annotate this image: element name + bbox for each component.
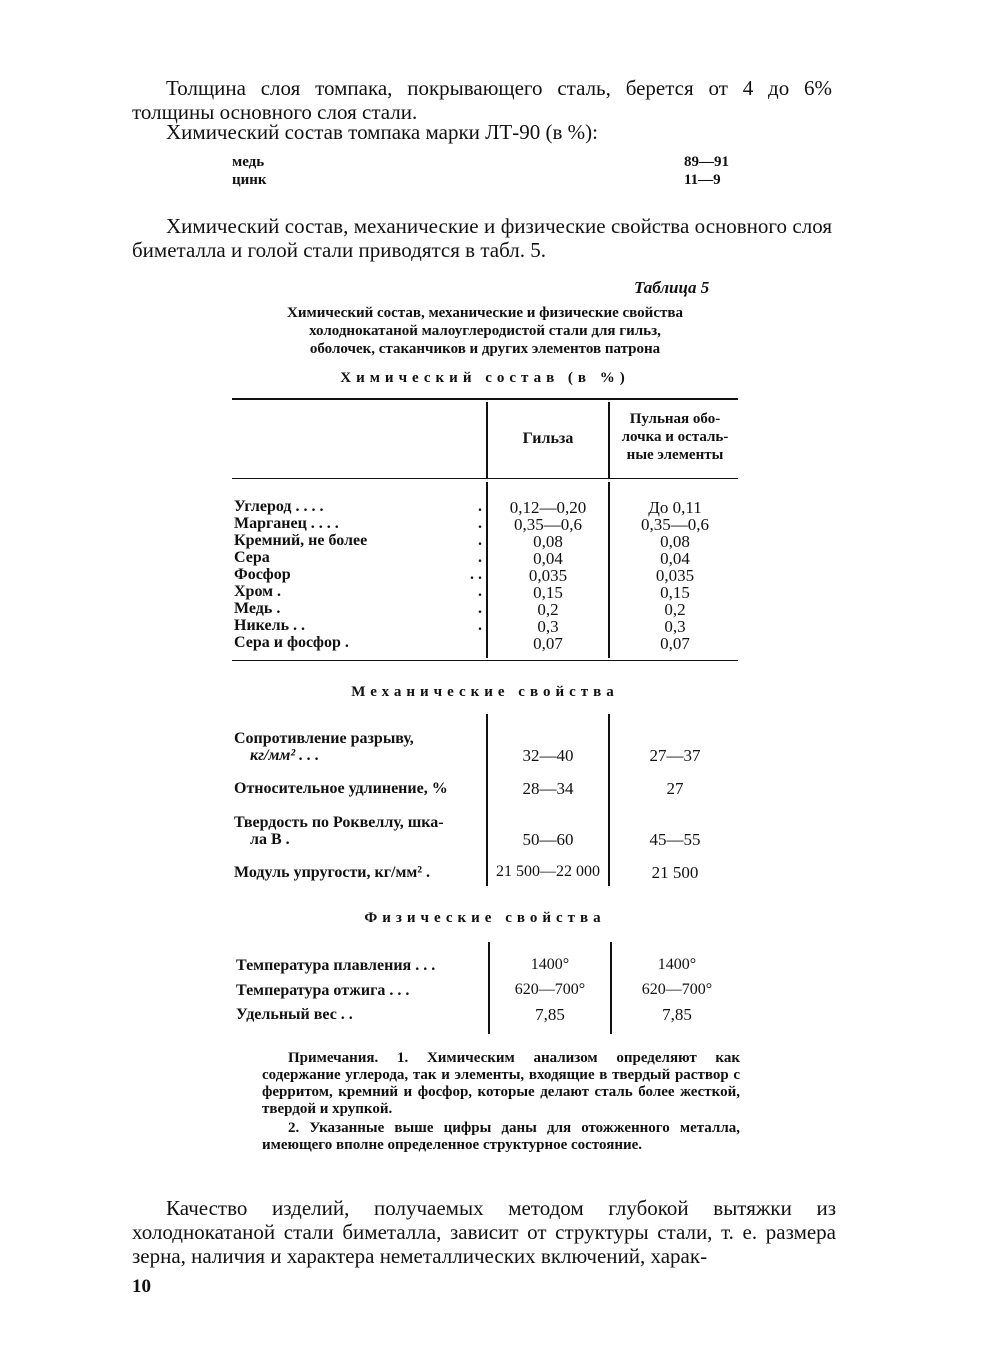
mech-label-hardness-2: ла B .: [250, 831, 290, 848]
chem-value-jacket: 0,35—0,6: [641, 515, 709, 534]
phys-value-shell: 620—700°: [514, 981, 586, 998]
phys-label-melting: Температура плавления . . .: [236, 957, 436, 974]
mech-label-tensile-1: Сопротивление разрыву,: [234, 730, 414, 747]
chem-value-shell: 0,35—0,6: [514, 515, 582, 534]
phys-label-density: Удельный вес . .: [236, 1006, 353, 1023]
phys-value-shell: 1400°: [530, 956, 570, 973]
chem-dots: .: [478, 583, 482, 600]
chem-label: Фосфор: [234, 566, 291, 583]
chem-value-jacket: 0,3: [664, 617, 686, 636]
mech-value-jacket: 27—37: [649, 746, 701, 765]
chem-dots: .: [478, 549, 482, 566]
composition-value-zinc: 11—9: [684, 172, 721, 188]
mech-value-jacket: 21 500: [651, 863, 699, 882]
table-top-rule: [232, 398, 738, 400]
phys-value-jacket: 7,85: [662, 1005, 692, 1024]
chem-value-jacket: 0,15: [660, 583, 690, 602]
chem-value-shell: 0,12—0,20: [509, 498, 587, 517]
mech-value-jacket: 45—55: [649, 830, 701, 849]
chem-label: Хром .: [234, 583, 282, 600]
mech-label-tensile-2: кг/мм² . . .: [250, 747, 320, 764]
chem-dots: . .: [470, 566, 482, 583]
chem-divider-2: [608, 482, 610, 658]
closing-paragraph: Качество изделий, получаемых методом глубокой вытяжки из холоднокатаной стали биметалла, зависит от структуры стали, т. е. размера зерна, наличия и характера неметаллических включений, харак-: [132, 1196, 836, 1268]
chem-label: Никель . .: [234, 617, 306, 634]
mech-value-shell: 28—34: [522, 779, 574, 798]
composition-name-copper: медь: [232, 154, 265, 170]
chem-value-jacket: До 0,11: [648, 498, 702, 517]
composition-value-copper: 89—91: [684, 154, 729, 170]
phys-label-annealing: Температура отжига . . .: [236, 982, 410, 999]
phys-divider-2: [610, 942, 612, 1034]
mech-value-shell: 32—40: [522, 746, 574, 765]
header-bottom-rule: [232, 478, 738, 479]
phys-section-title: Физические свойства: [364, 910, 606, 926]
table-note-1: Примечания. 1. Химическим анализом определяют как содержание углерода, так и элементы, входящие в твердый раствор с ферритом, кремний и фосфор, которые делают сталь более жесткой, твердой и хрупкой.: [262, 1050, 740, 1117]
chem-value-shell: 0,15: [533, 583, 563, 602]
chem-value-shell: 0,04: [533, 549, 563, 568]
chem-value-jacket: 0,035: [655, 566, 695, 585]
column-header-bullet-jacket: Пульная обо- лочка и осталь- ные элементы: [621, 411, 729, 463]
intro-paragraph-1: Толщина слоя томпака, покрывающего сталь, берется от 4 до 6% толщины основного слоя стали.: [132, 76, 832, 124]
chem-value-shell: 0,2: [537, 600, 559, 619]
mech-value-shell: 50—60: [522, 830, 574, 849]
mech-divider-2: [608, 714, 610, 886]
chem-label: Кремний, не более: [234, 532, 368, 549]
phys-value-shell: 7,85: [535, 1005, 565, 1024]
chem-value-shell: 0,08: [533, 532, 563, 551]
mech-label-hardness-1: Твердость по Роквеллу, шка-: [234, 814, 444, 831]
chem-value-jacket: 0,04: [660, 549, 690, 568]
chem-value-shell: 0,035: [528, 566, 568, 585]
chem-dots: .: [478, 532, 482, 549]
intro-paragraph-3: Химический состав, механические и физические свойства основного слоя биметалла и голой стали приводятся в табл. 5.: [132, 214, 832, 262]
mech-value-shell: 21 500—22 000: [496, 863, 600, 880]
mech-label-modulus: Модуль упругости, кг/мм² .: [234, 864, 431, 881]
phys-value-jacket: 620—700°: [641, 981, 713, 998]
chem-dots: .: [478, 515, 482, 532]
chem-dots: .: [478, 498, 482, 515]
chem-section-title: Химический состав (в %): [340, 370, 630, 386]
table-note-2: 2. Указанные выше цифры даны для отожженного металла, имеющего вполне определенное структурное состояние.: [262, 1120, 740, 1153]
column-header-shell: Гильза: [522, 430, 574, 447]
chem-value-jacket: 0,2: [664, 600, 686, 619]
chem-label: Марганец . . . .: [234, 515, 339, 532]
mech-divider-1: [486, 714, 488, 886]
header-divider-2: [608, 402, 610, 478]
chem-label: Сера: [234, 549, 270, 566]
phys-value-jacket: 1400°: [657, 956, 697, 973]
chem-dots: .: [478, 617, 482, 634]
chem-value-shell: 0,07: [533, 634, 563, 653]
mech-label-elongation: Относительное удлинение, %: [234, 780, 448, 797]
chem-bottom-rule: [232, 660, 738, 661]
page-number: 10: [132, 1276, 151, 1297]
chem-value-jacket: 0,08: [660, 532, 690, 551]
table-number: Таблица 5: [634, 278, 710, 297]
chem-label: Углерод . . . .: [234, 498, 324, 515]
chem-dots: .: [478, 600, 482, 617]
table-caption: Химический состав, механические и физические свойства холоднокатаной малоуглеродистой стали для гильз, оболочек, стаканчиков и других элементов патрона: [287, 305, 683, 357]
chem-value-shell: 0,3: [537, 617, 559, 636]
composition-name-zinc: цинк: [232, 172, 267, 188]
chem-label: Сера и фосфор .: [234, 634, 349, 651]
mech-section-title: Механические свойства: [351, 684, 619, 700]
intro-paragraph-2: Химический состав томпака марки ЛТ-90 (в %):: [166, 120, 598, 144]
chem-label: Медь .: [234, 600, 281, 617]
mech-value-jacket: 27: [666, 779, 684, 798]
chem-value-jacket: 0,07: [660, 634, 690, 653]
